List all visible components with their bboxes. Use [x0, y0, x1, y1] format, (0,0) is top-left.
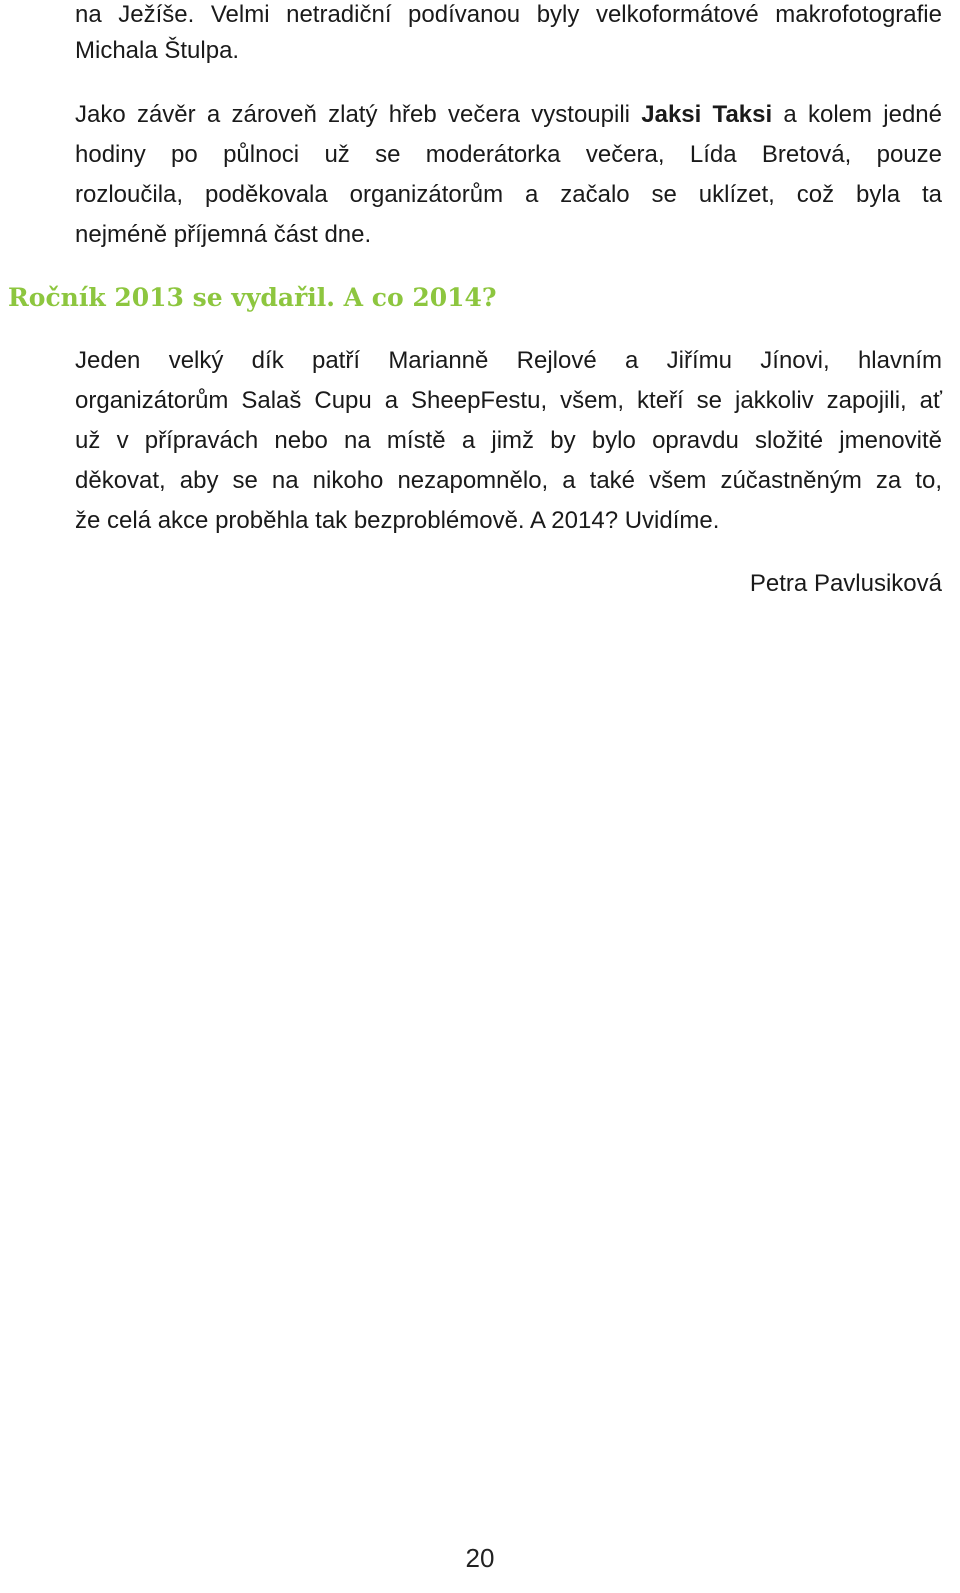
paragraph2-line-2: hodiny po půlnoci už se moderátorka večera, Lída Bretová, pouze [75, 141, 942, 168]
band-name-bold: Jaksi Taksi [641, 101, 773, 128]
paragraph3-line-1: Jeden velký dík patří Marianně Rejlové a Jiřímu Jínovi, hlavním [75, 347, 942, 374]
paragraph3-line-5: že celá akce proběhla tak bezproblémově. A 2014? Uvidíme. [75, 507, 720, 534]
paragraph1-line-1: na Ježíše. Velmi netradiční podívanou byly velkoformátové makrofotografie [75, 1, 942, 28]
paragraph2-line-1 [75, 100, 942, 130]
page-number: 20 [465, 1543, 495, 1573]
paragraph2-line-1-before: Jako závěr a zároveň zlatý hřeb večera vystoupili [75, 101, 642, 128]
paragraph3-line-3: už v přípravách nebo na místě a jimž by bylo opravdu složité jmenovitě [75, 427, 942, 454]
section-heading: Ročník 2013 se vydařil. A co 2014? [8, 283, 497, 312]
author-signature: Petra Pavlusiková [749, 570, 942, 597]
paragraph1-line-2: Michala Štulpa. [75, 37, 240, 64]
paragraph2-line-1-after: a kolem jedné [772, 101, 942, 128]
paragraph3-line-4: děkovat, aby se na nikoho nezapomnělo, a také všem zúčastněným za to, [75, 467, 942, 494]
paragraph2-line-4: nejméně příjemná část dne. [75, 221, 372, 248]
paragraph3-line-2: organizátorům Salaš Cupu a SheepFestu, všem, kteří se jakkoliv zapojili, ať [75, 387, 942, 414]
paragraph2-line-3: rozloučila, poděkovala organizátorům a začalo se uklízet, což byla ta [75, 181, 942, 208]
